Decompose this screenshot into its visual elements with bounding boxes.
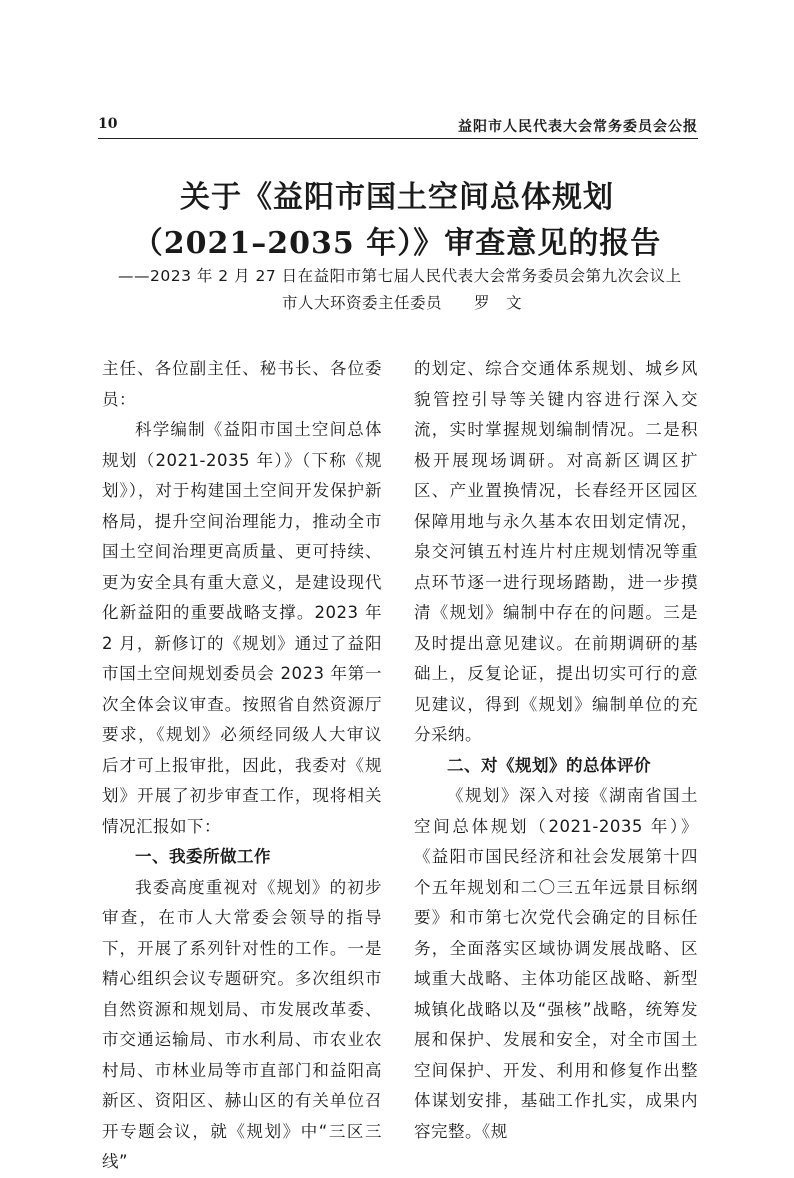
body-paragraph: 科学编制《益阳市国土空间总体规划（2021-2035 年）》（下称《规划》），对于构建国土空间开发保护新格局，提升空间治理能力，推动全市国土空间治理更高质量、更可持续、更为安全具有重大意义，是建设现代化新益阳的重要战略支撑。2023 年 2 月，新修订的《规划》通过了益阳市国土空间规划委员会 2023 年第一次全体会议审查。按照省自然资源厅要求，《规划》必须经同级人大审议后才可上报审批，因此，我委对《规划》开展了初步审查工作，现将相关情况汇报如下： (102, 420, 382, 836)
report-title-line-2: （2021–2035 年）》审查意见的报告 (132, 226, 662, 261)
section-heading: 一、我委所做工作 (135, 847, 271, 866)
body-paragraph: 的划定、综合交通体系规划、城乡风貌管控引导等关键内容进行深入交流，实时掌握规划编制情况。二是积极开展现场调研。对高新区调区扩区、产业置换情况，长春经开区园区保障用地与永久基本农田划定情况，泉交河镇五村连片村庄规划情况等重点环节逐一进行现场踏勘，进一步摸清《规划》编制中存在的问题。三是及时提出意见建议。在前期调研的基础上，反复论证，提出切实可行的意见建议，得到《规划》编制单位的充分采纳。 (414, 359, 698, 744)
section-heading: 二、对《规划》的总体评价 (447, 755, 651, 775)
meeting-subtitle: ——2023 年 2 月 27 日在益阳市第七届人民代表大会常务委员会第九次会议上 (118, 267, 682, 285)
journal-title: 益阳市人民代表大会常务委员会公报 (458, 119, 698, 135)
body-paragraph: 《规划》深入对接《湖南省国土空间总体规划（2021-2035 年）》《益阳市国民经济和社会发展第十四个五年规划和二〇三五年远景目标纲要》和市第七次党代会确定的目标任务，全面落实区域协调发展战略、区域重大战略、主体功能区战略、新型城镇化战略以及“强核”战略，统筹发展和保护、发展和安全，对全市国土空间保护、开发、利用和修复作出整体谋划安排，基础工作扎实，成果内容完整。《规 (414, 786, 698, 1141)
author-line: 市人大环资委主任委员 罗 文 (282, 294, 523, 312)
running-header (98, 116, 698, 136)
body-column-right (414, 354, 698, 1147)
header-rule (98, 138, 698, 139)
report-title-line-1: 关于《益阳市国土空间总体规划 (180, 180, 614, 215)
page-number: 10 (98, 116, 118, 132)
body-column-left (102, 354, 382, 1178)
body-paragraph: 我委高度重视对《规划》的初步审查，在市人大常委会领导的指导下，开展了系列针对性的工作。一是精心组织会议专题研究。多次组织市自然资源和规划局、市发展改革委、市交通运输局、市水利局、市农业农村局、市林业局等市直部门和益阳高新区、资阳区、赫山区的有关单位召开专题会议，就《规划》中“三区三线” (102, 877, 382, 1171)
body-paragraph: 主任、各位副主任、秘书长、各位委员： (102, 359, 382, 409)
